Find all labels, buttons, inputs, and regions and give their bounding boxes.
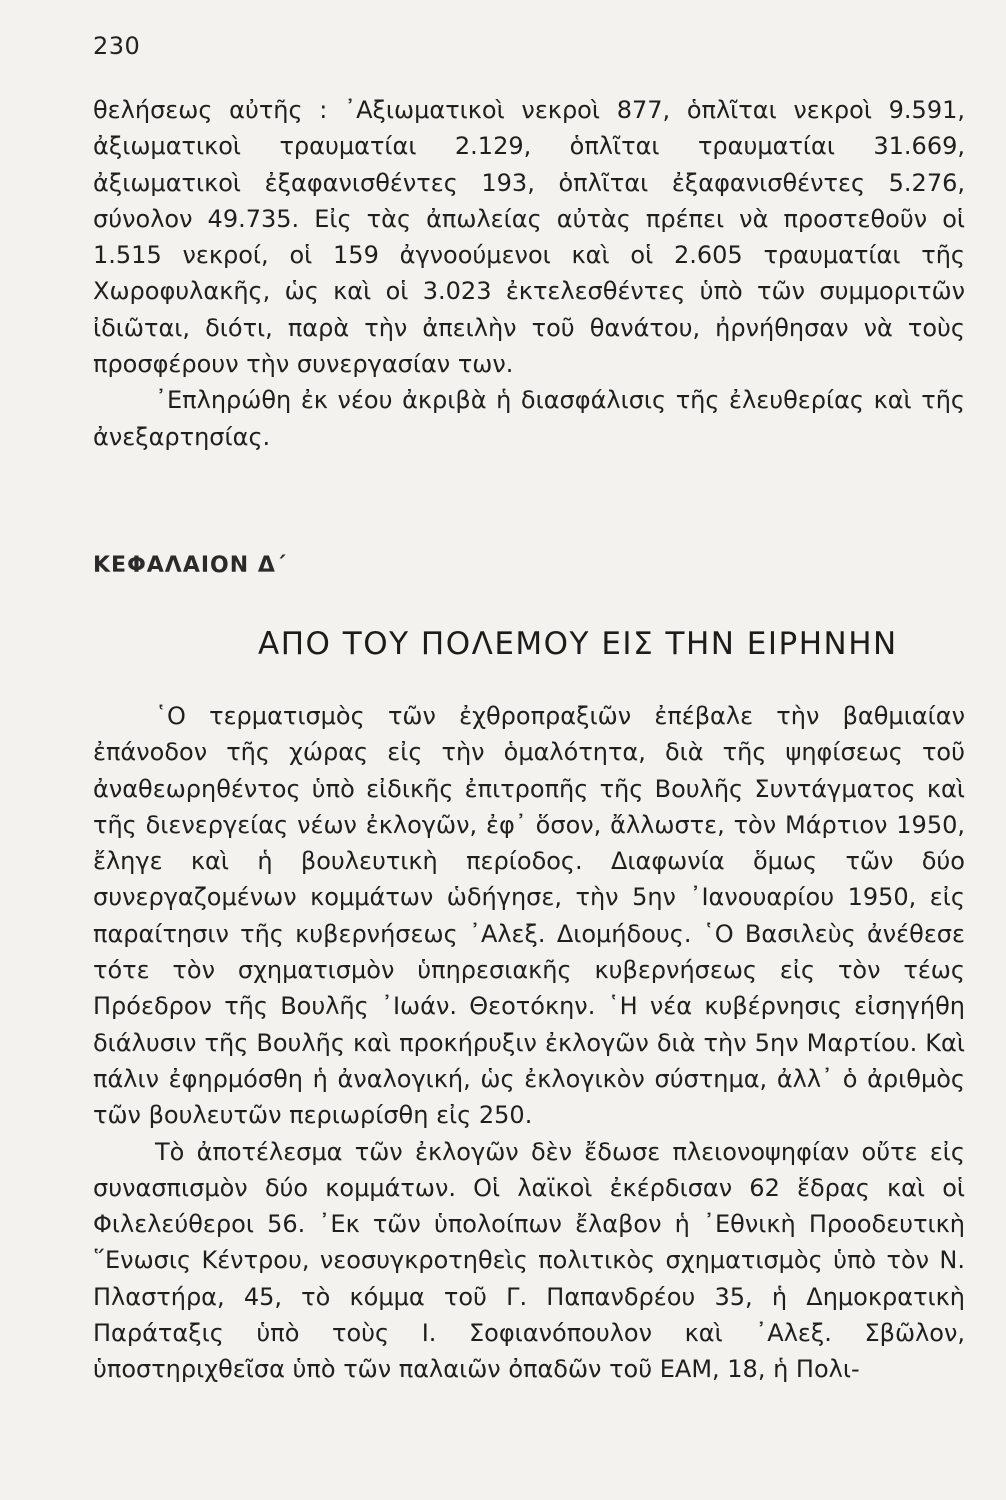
intro-paragraph: θελήσεως αὐτῆς : ᾿Αξιωματικοὶ νεκροὶ 877, ὁπλῖται νεκροὶ 9.591, ἀξιωματικοὶ τραυματίαι 2.129, ὁπλῖται τραυματίαι 31.669, ἀξιωματικοὶ ἐξαφανισθέντες 193, ὁπλῖται ἐξαφανισθέντες 5.276, σύνολον 49.735. Εἰς τὰς ἀπωλείας αὐτὰς πρέπει νὰ προστεθοῦν οἱ 1.515 νεκροί, οἱ 159 ἀγνοούμενοι καὶ οἱ 2.605 τραυματίαι τῆς Χωροφυλακῆς, ὡς καὶ οἱ 3.023 ἐκτελεσθέντες ὑπὸ τῶν συμμοριτῶν ἰδιῶται, διότι, παρὰ τὴν ἀπειλὴν τοῦ θανάτου, ἠρνήθησαν νὰ τοὺς προσφέρουν τὴν συνεργασίαν των.	[93, 96, 965, 379]
chapter-body	[93, 698, 965, 1388]
intro-paragraph: ᾿Επληρώθη ἐκ νέου ἀκριβὰ ἡ διασφάλισις τῆς ἐλευθερίας καὶ τῆς ἀνεξαρτησίας.	[93, 386, 965, 451]
body-paragraph: Τὸ ἀποτέλεσμα τῶν ἐκλογῶν δὲν ἔδωσε πλειονοψηφίαν οὔτε εἰς συνασπισμὸν δύο κομμάτων. Οἱ λαϊκοὶ ἐκέρδισαν 62 ἕδρας καὶ οἱ Φιλελεύθεροι 56. ᾿Εκ τῶν ὑπολοίπων ἔλαβον ἡ ᾿Εθνικὴ Προοδευτικὴ ῞Ενωσις Κέντρου, νεοσυγκροτηθεὶς πολιτικὸς σχηματισμὸς ὑπὸ τὸν Ν. Πλαστήρα, 45, τὸ κόμμα τοῦ Γ. Παπανδρέου 35, ἡ Δημοκρατικὴ Παράταξις ὑπὸ τοὺς Ι. Σοφιανόπουλον καὶ ᾿Αλεξ. Σβῶλον, ὑποστηριχθεῖσα ὑπὸ τῶν παλαιῶν ὀπαδῶν τοῦ ΕΑΜ, 18, ἡ Πολι-	[93, 1137, 965, 1384]
chapter-label: ΚΕΦΑΛΑΙΟΝ Δ΄	[93, 553, 287, 578]
body-paragraph: ῾Ο τερματισμὸς τῶν ἐχθροπραξιῶν ἐπέβαλε τὴν βαθμιαίαν ἐπάνοδον τῆς χώρας εἰς τὴν ὁμαλότητα, διὰ τῆς ψηφίσεως τοῦ ἀναθεωρηθέντος ὑπὸ εἰδικῆς ἐπιτροπῆς τῆς Βουλῆς Συντάγματος καὶ τῆς διενεργείας νέων ἐκλογῶν, ἐφ᾿ ὅσον, ἄλλωστε, τὸν Μάρτιον 1950, ἔληγε καὶ ἡ βουλευτικὴ περίοδος. Διαφωνία ὅμως τῶν δύο συνεργαζομένων κομμάτων ὡδήγησε, τὴν 5ην ᾿Ιανουαρίου 1950, εἰς παραίτησιν τῆς κυβερνήσεως ᾿Αλεξ. Διομήδους. ῾Ο Βασιλεὺς ἀνέθεσε τότε τὸν σχηματισμὸν ὑπηρεσιακῆς κυβερνήσεως εἰς τὸν τέως Πρόεδρον τῆς Βουλῆς ᾿Ιωάν. Θεοτόκην. ῾Η νέα κυβέρνησις εἰσηγήθη διάλυσιν τῆς Βουλῆς καὶ προκήρυξιν ἐκλογῶν διὰ τὴν 5ην Μαρτίου. Καὶ πάλιν ἐφηρμόσθη ἡ ἀναλογική, ὡς ἐκλογικὸν σύστημα, ἀλλ᾿ ὁ ἀριθμὸς τῶν βουλευτῶν περιωρίσθη εἰς 250.	[93, 702, 965, 1130]
chapter-title: ΑΠΟ ΤΟΥ ΠΟΛΕΜΟΥ ΕΙΣ ΤΗΝ ΕΙΡΗΝΗΝ	[258, 626, 898, 662]
page-number: 230	[93, 32, 141, 60]
intro-text	[93, 92, 965, 455]
